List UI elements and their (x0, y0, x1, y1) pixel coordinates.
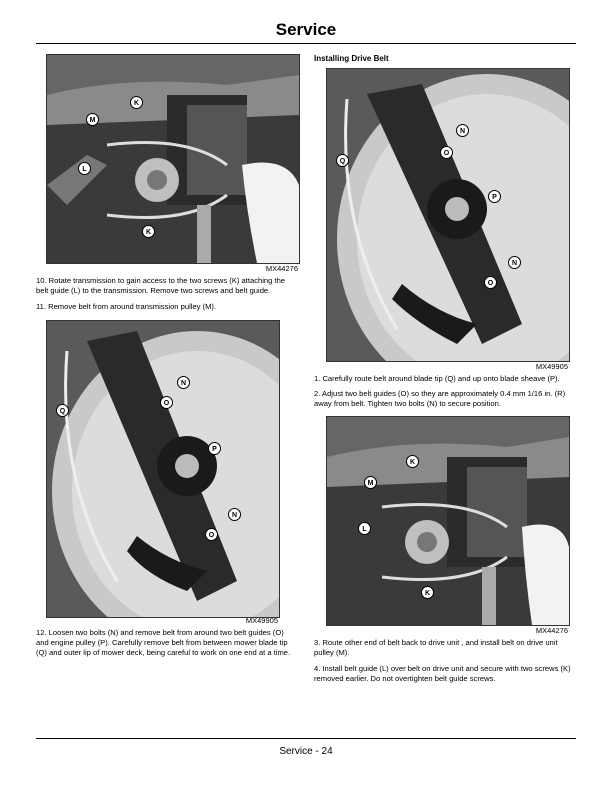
callout-l: L (358, 522, 371, 535)
callout-n: N (228, 508, 241, 521)
callout-o: O (205, 528, 218, 541)
callout-o: O (440, 146, 453, 159)
step-4: 4. Install belt guide (L) over belt on drive unit and secure with two screws (K) removed earlier. Do not overtighten belt guide screws. (314, 664, 571, 683)
callout-p: P (208, 442, 221, 455)
callout-p: P (488, 190, 501, 203)
callout-k: K (406, 455, 419, 468)
photo-caption: MX44276 (535, 626, 568, 635)
page-title: Service (275, 20, 337, 39)
step-10: 10. Rotate transmission to gain access to the two screws (K) attaching the belt guide (L) to the transmission. Remove two screws and belt guide. (36, 276, 286, 295)
header-rule (36, 43, 576, 44)
callout-k: K (142, 225, 155, 238)
callout-n: N (456, 124, 469, 137)
step-2: 2. Adjust two belt guides (O) so they are approximately 0.4 mm 1/16 in. (R) away from belt. Tighten two bolts (N) to secure position. (314, 389, 566, 408)
photo-caption: MX44276 (265, 264, 298, 273)
transmission-photo-2 (326, 416, 570, 626)
callout-m: M (364, 476, 377, 489)
callout-m: M (86, 113, 99, 126)
transmission-photo-1 (46, 54, 300, 264)
mower-deck-photo-1 (46, 320, 280, 618)
callout-o: O (160, 396, 173, 409)
photo-caption: MX49905 (535, 362, 568, 371)
photo-caption: MX49905 (245, 616, 278, 625)
callout-q: Q (56, 404, 69, 417)
callout-k: K (421, 586, 434, 599)
callout-k: K (130, 96, 143, 109)
callout-q: Q (336, 154, 349, 167)
callout-n: N (508, 256, 521, 269)
callout-n: N (177, 376, 190, 389)
step-11: 11. Remove belt from around transmission pulley (M). (36, 302, 217, 311)
mower-deck-photo-2 (326, 68, 570, 362)
callout-o: O (484, 276, 497, 289)
footer-rule (36, 738, 576, 739)
section-heading: Installing Drive Belt (314, 54, 389, 63)
callout-l: L (78, 162, 91, 175)
step-1: 1. Carefully route belt around blade tip (Q) and up onto blade sheave (P). (314, 374, 560, 383)
page-number: Service - 24 (279, 746, 333, 757)
step-12: 12. Loosen two bolts (N) and remove belt from around two belt guides (O) and engine pulley (P). Carefully remove belt from between mower blade tip (Q) and outer lip of mower deck, being careful to work on one end at a time. (36, 628, 291, 657)
step-3: 3. Route other end of belt back to drive unit , and install belt on drive unit pulley (M). (314, 638, 558, 657)
